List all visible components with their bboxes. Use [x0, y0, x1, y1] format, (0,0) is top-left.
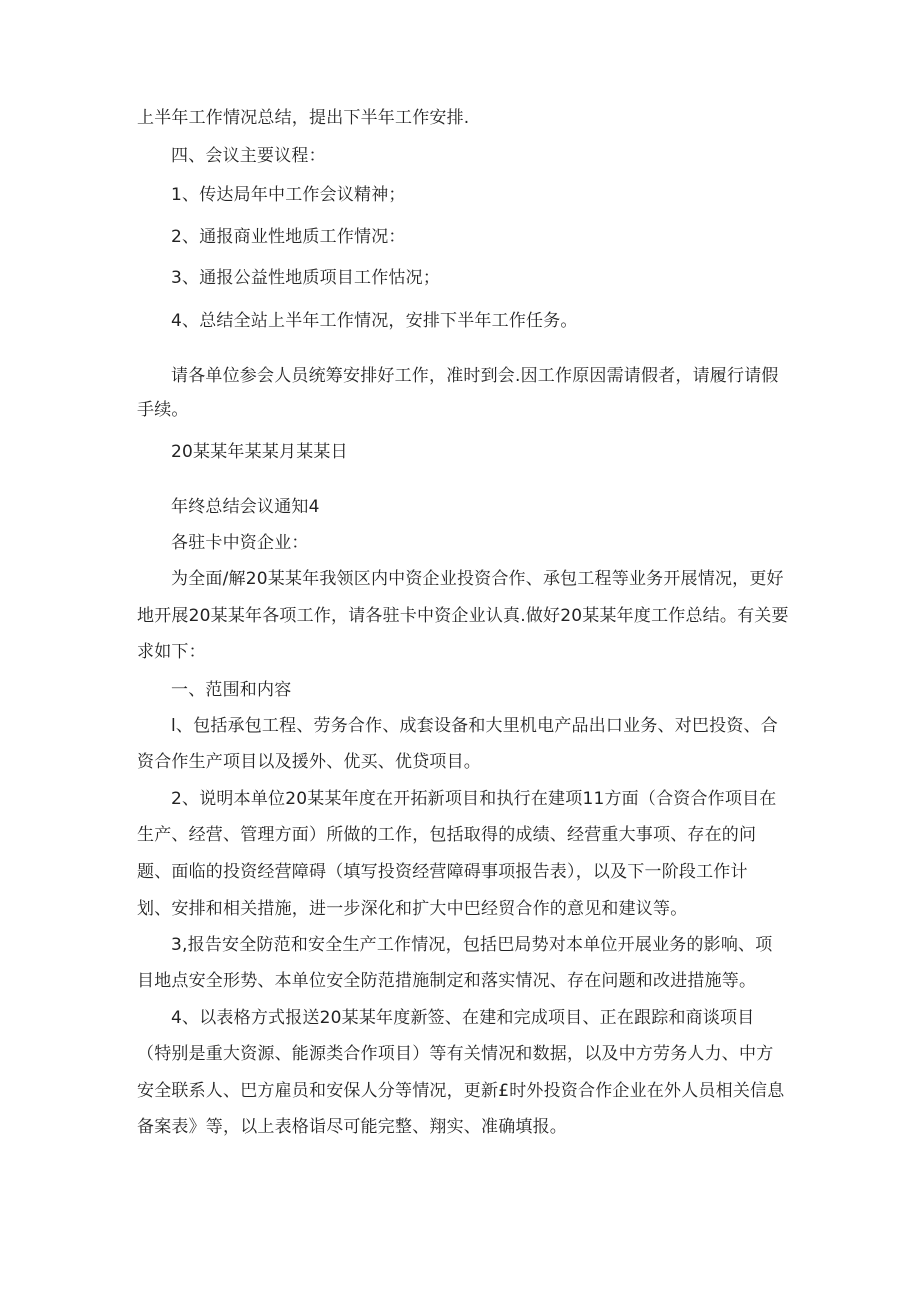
- text-line: 求如下：: [137, 642, 206, 662]
- text-line: l、包括承包工程、劳务合作、成套设备和大里机电产品出口业务、对巴投资、合: [171, 716, 778, 736]
- section-heading: 一、范围和内容: [171, 680, 292, 700]
- text-line: 生产、经营、管理方面）所做的工作，包括取得的成绩、经营重大事项、存在的问: [137, 825, 757, 845]
- text-line: 题、面临的投资经营障碍（填写投资经营障碍事项报告表），以及下一阶段工作计: [137, 862, 748, 882]
- list-item: 2、通报商业性地质工作情况：: [171, 227, 406, 247]
- text-line: 备案表》等，以上表格诣尽可能完整、翔实、准确填报。: [137, 1117, 567, 1137]
- text-line: 划、安排和相关措施，进一步深化和扩大中巴经贸合作的意见和建议等。: [137, 899, 688, 919]
- notice-title: 年终总结会议通知4: [171, 497, 320, 517]
- section-heading: 四、会议主要议程：: [171, 146, 326, 166]
- text-line: 2、说明本单位20某某年度在开拓新项目和执行在建项11方面（合资合作项目在: [171, 789, 777, 809]
- salutation: 各驻卡中资企业：: [171, 533, 309, 553]
- text-line: 目地点安全形势、本单位安全防范措施制定和落实情况、存在问题和改进措施等。: [137, 971, 757, 991]
- list-item: 3、通报公益性地质项目工作怙况；: [171, 268, 441, 288]
- date-line: 20某某年某某月某某日: [171, 442, 348, 462]
- text-line: 请各单位参会人员统筹安排好工作，准时到会.因工作原因需请假者，请履行请假: [171, 366, 779, 386]
- text-line: 安全联系人、巴方雇员和安保人分等情况，更新£时外投资合作企业在外人员相关信息: [137, 1081, 785, 1101]
- list-item: 1、传达局年中工作会议精神；: [171, 185, 406, 205]
- text-line: 资合作生产项目以及援外、优买、优贷项目。: [137, 752, 481, 772]
- text-line: 手续。: [137, 400, 189, 420]
- text-line: （特别是重大资源、能源类合作项目）等有关情况和数据，以及中方劳务人力、中方: [137, 1044, 774, 1064]
- list-item: 4、总结全站上半年工作情况，安排下半年工作任务。: [171, 311, 578, 331]
- text-line: 4、以表格方式报送20某某年度新签、在建和完成项目、正在跟踪和商谈项目: [171, 1008, 755, 1028]
- text-line: 上半年工作情况总结，提出下半年工作安排.: [137, 108, 470, 128]
- text-line: 3,报告安全防范和安全生产工作情况，包括巴局势对本单位开展业务的影响、项: [171, 935, 773, 955]
- text-line: 地开展20某某年各项工作，请各驻卡中资企业认真.做好20某某年度工作总结。有关要: [137, 606, 789, 626]
- text-line: 为全面/解20某某年我领区内中资企业投资合作、承包工程等业务开展情况，更好: [171, 569, 784, 589]
